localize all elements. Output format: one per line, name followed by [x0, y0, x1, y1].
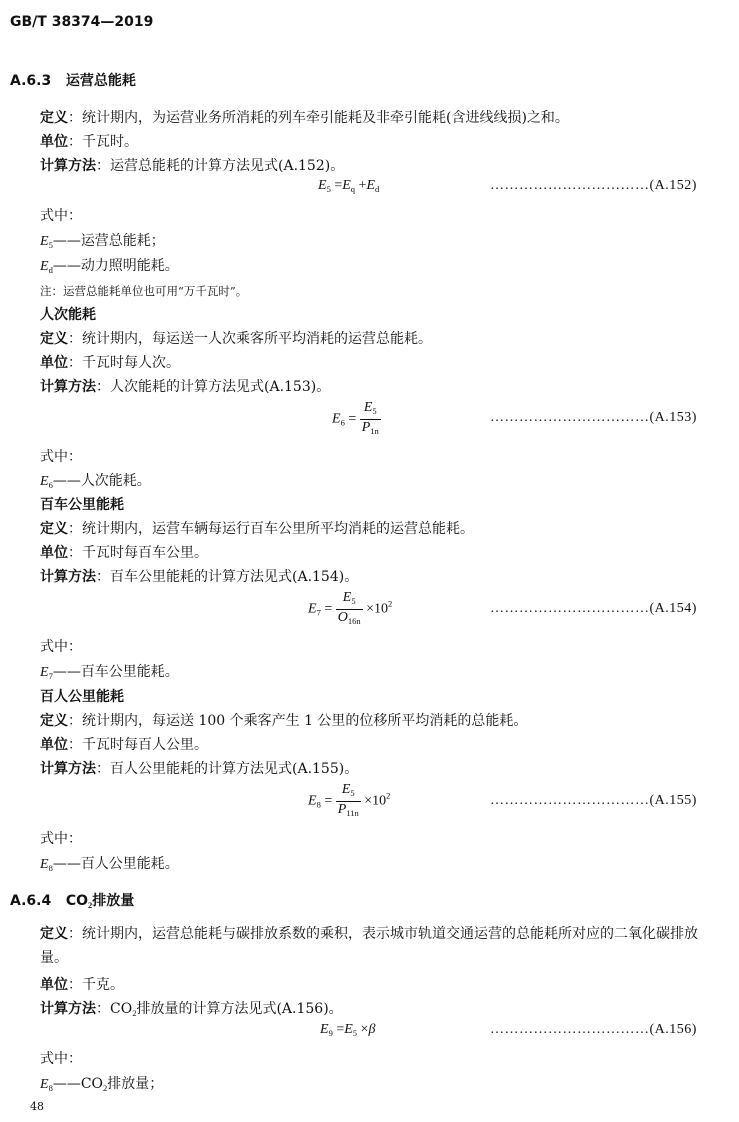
- where-label: 式中：: [40, 208, 82, 224]
- subsection-title: 人次能耗: [40, 307, 96, 323]
- variable-line: $E_8——$百人公里能耗。: [40, 856, 179, 873]
- equation-number: ……………………………(A.153): [490, 410, 697, 425]
- equation-a153: $E_6$ = $\frac{E_5}{P_{1n}}$: [332, 400, 381, 439]
- unit-line: 单位：千克。: [40, 977, 124, 993]
- calc-text: ：运营总能耗的计算方法见式(A.152)。: [96, 158, 345, 174]
- definition-line: 定义：统计期内，运营车辆每运行百车公里所平均消耗的运营总能耗。: [40, 521, 474, 537]
- subsection-title: 百人公里能耗: [40, 689, 124, 705]
- where-label: 式中：: [40, 639, 82, 655]
- definition-line: [40, 107, 569, 127]
- section-a63-heading: [10, 70, 136, 90]
- calc-line: 计算方法：百人公里能耗的计算方法见式(A.155)。: [40, 761, 359, 777]
- calc-line: 计算方法：人次能耗的计算方法见式(A.153)。: [40, 379, 331, 395]
- note-text: 注：运营总能耗单位也可用“万千瓦时”。: [40, 284, 248, 298]
- variable-line: $E_d——$动力照明能耗。: [40, 258, 179, 275]
- unit-text: ：千瓦时。: [68, 134, 138, 150]
- equation-number: ……………………………(A.152): [490, 178, 697, 193]
- calc-label: 计算方法: [40, 158, 96, 174]
- equation-number: ……………………………(A.154): [490, 601, 697, 616]
- definition-paragraph: 定义：统计期内，运营总能耗与碳排放系数的乘积，表示城市轨道交通运营的总能耗所对应的二氧化碳排放量。: [40, 926, 698, 966]
- where-label: 式中：: [40, 449, 82, 465]
- unit-label: 单位: [40, 134, 68, 150]
- where-label: 式中：: [40, 1051, 82, 1067]
- equation-a154: $E_7$ = $\frac{E_5}{O_{16n}}$ $\times 10^2$: [308, 590, 392, 629]
- definition-line: 定义：统计期内，每运送一人次乘客所平均消耗的运营总能耗。: [40, 331, 432, 347]
- equation-number: ……………………………(A.155): [490, 793, 697, 808]
- calc-line: 计算方法：百车公里能耗的计算方法见式(A.154)。: [40, 569, 359, 585]
- calc-line: 计算方法：$CO_2$排放量的计算方法见式(A.156)。: [40, 1001, 343, 1018]
- unit-line: [40, 131, 138, 151]
- unit-line: 单位：千瓦时每百车公里。: [40, 545, 208, 561]
- fraction: $\frac{E_5}{P_{1n}}$: [360, 400, 381, 439]
- section-number: A.6.3: [10, 73, 52, 89]
- calc-line: [40, 155, 344, 175]
- variable-line: $E_5——$运营总能耗；: [40, 233, 165, 250]
- equation-a152: $E_5 =E_q +E_d$: [318, 178, 380, 194]
- definition-line: 定义：统计期内，每运送 100 个乘客产生 1 公里的位移所平均消耗的总能耗。: [40, 713, 528, 729]
- variable-line: $E_8——CO_2$排放量；: [40, 1076, 164, 1093]
- subsection-title: 百车公里能耗: [40, 497, 124, 513]
- unit-line: 单位：千瓦时每百人公里。: [40, 737, 208, 753]
- section-a64-heading: A.6.4 $CO_2$排放量: [10, 893, 135, 910]
- page-number: 48: [30, 1100, 44, 1113]
- unit-line: 单位：千瓦时每人次。: [40, 355, 180, 371]
- definition-text: ：统计期内，为运营业务所消耗的列车牵引能耗及非牵引能耗(含进线线损)之和。: [68, 110, 569, 126]
- standard-header: GB/T 38374—2019: [10, 14, 154, 30]
- equation-a155: $E_8$ = $\frac{E_5}{P_{11n}}$ $\times 10^2$: [308, 782, 390, 821]
- variable-line: $E_7——$百车公里能耗。: [40, 664, 179, 681]
- equation-a156: $E_9 =E_5 \times\beta$: [320, 1022, 376, 1038]
- equation-number: ……………………………(A.156): [490, 1022, 697, 1037]
- fraction: $\frac{E_5}{O_{16n}}$: [336, 590, 363, 629]
- variable-line: $E_6——$人次能耗。: [40, 473, 151, 490]
- section-title: 运营总能耗: [65, 73, 136, 89]
- definition-label: 定义: [40, 110, 68, 126]
- fraction: $\frac{E_5}{P_{11n}}$: [336, 782, 361, 821]
- section-number: A.6.4: [10, 893, 52, 909]
- where-label: 式中：: [40, 831, 82, 847]
